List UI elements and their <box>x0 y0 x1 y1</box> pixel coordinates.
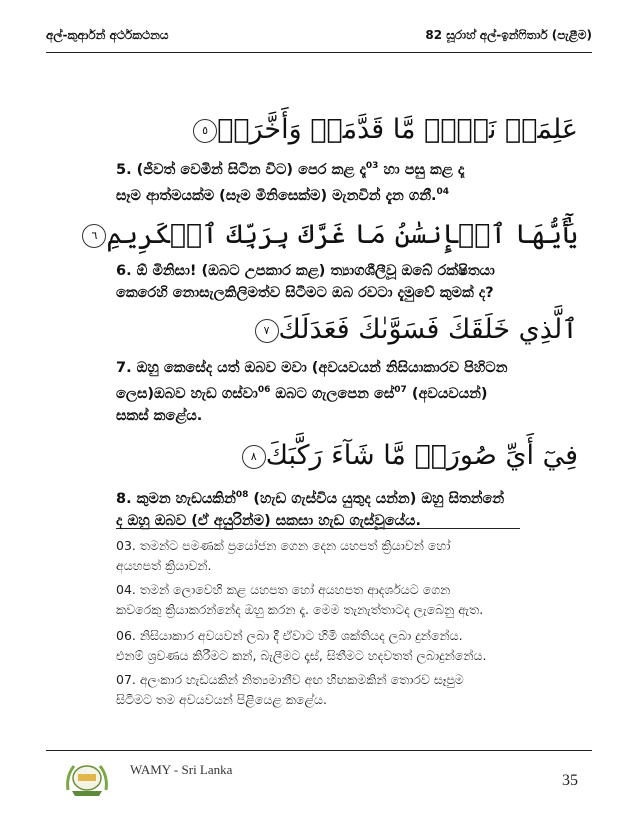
footnote-ref: 07 <box>394 385 407 395</box>
header-divider <box>46 52 592 53</box>
footnote-07: 07. අලංකාර හැඩයකින් නිත්‍යමානීව අඟ හිඟකමකින් තොරව සෑපුම සිටීමට තම අවයවයන් පිළියෙළ කළේය. <box>116 672 464 707</box>
footer-organization: WAMY - Sri Lanka <box>130 762 233 777</box>
verse-line: 8. කුමන හැඩයකින්$^{08}$ (හැඩ ගැස්විය යුතුද යන්න) ඔහු සිතන්නේ <box>116 490 505 507</box>
arabic-verse-7 <box>60 310 578 350</box>
arabic-verse-6 <box>60 215 578 255</box>
ayah-number-marker: ٥ <box>193 119 217 143</box>
verse-6-translation <box>116 260 520 304</box>
verse-line: සෑම ආත්මයක්ම (සෑම මිනිසෙක්ම) මැනවින් දැන ගනී.$^{04}$ <box>116 186 450 204</box>
ayah-number-marker: ٧ <box>255 319 279 343</box>
verse-line: කෙරෙහි නොසැලකිලිමත්ව සිටීමට ඔබ රවටා දැමුවේ කුමක් ද? <box>116 285 494 301</box>
page-number: 35 <box>562 772 578 789</box>
verse-line: 6. ඕ මිනිසා! (ඔබට උපකාර කළ) ත්‍යාගශීලීවූ ඔබේ රක්ෂිතයා <box>116 263 495 279</box>
verse-line: ද ඔහු ඔබව (ඒ අයුරින්ම) සකසා හැඩ ගැස්වූයේය. <box>116 512 421 529</box>
wamy-logo <box>60 758 114 798</box>
ayah-number-marker: ٦ <box>82 224 106 248</box>
footer-divider <box>46 750 592 751</box>
arabic-verse-5 <box>60 110 578 150</box>
footnote-ref: 06 <box>257 385 271 395</box>
arabic-verse-7-text: ٱلَّذِي خَلَقَكَ فَسَوَّىٰكَ فَعَدَلَكَ <box>278 314 578 345</box>
running-header-book-title: අල්-කුර්ආන් අර්ථකථනය <box>46 28 169 42</box>
arabic-verse-8-text: فِيٓ أَيِّ صُورَةٖ مَّا شَآءَ رَكَّبَكَ <box>265 440 578 471</box>
verse-5-translation <box>116 155 520 207</box>
arabic-verse-5-text: عَلِمَتۡ نَفۡسٞ مَّا قَدَّمَتۡ وَأَخَّرَتۡ <box>217 114 578 145</box>
verse-line: ලෙස)ඔබව හැඩ ගස්වා$^{06}$ ඔබට ගැලපෙන සේ$^{07}$ (අවයවයන්) <box>116 385 488 402</box>
arabic-verse-8 <box>60 436 578 476</box>
verse-line: 7. ඔහු කෙසේද යත් ඔබව මවා (අවයවයන් නිසියාකාරව පිහිටන <box>116 360 508 376</box>
verse-7-translation <box>116 357 520 427</box>
verse-line: සකස් කළේය. <box>116 407 203 424</box>
footnote-03: 03. තමන්ට පමණක් ප්‍රයෝජන ගෙන දෙන යහපත් ක්‍රියාවන් හෝ අයහපත් ක්‍රියාවන්. <box>116 538 451 573</box>
footnote-ref: 04 <box>436 186 450 197</box>
running-header-surah-title: 82 සූරාහ් අල්-ඉන්ෆිතාර් (පැළීම) <box>425 28 592 42</box>
verse-line: 5. (ජීවත් වෙමින් සිටින විට) පෙර කළ දෑ$^{03}$ හා පසු කළ දෑ <box>116 161 465 178</box>
footnote-06: 06. නිසියාකාර අවයවන් ලබා දී ඒවාට හිමි ශක්තියද ලබා දුන්නේය. එනම් ශ්‍රවණය කිරීමට කන්, බැලීමට දෑස්, සිතීමට හදවතත් ලබාදුන්නේය. <box>116 628 487 663</box>
footnote-divider <box>116 528 520 529</box>
footnote-04: 04. තමන් ලොවෙහි කළ යහපත හෝ අයහපත ආදර්ශයට ගෙන කවරෙකු ක්‍රියාකරන්නේද ඔහු කරන දෑ. මෙම තැනැත්තාටද ලැබෙනු ඇත. <box>116 582 484 617</box>
arabic-verse-6-text: يَٰٓأَيُّهَا ٱلۡإِنسَٰنُ مَا غَرَّكَ بِرَبِّكَ ٱلۡكَرِيمِ <box>106 219 578 250</box>
verse-8-translation <box>116 484 520 532</box>
footnote-ref: 08 <box>235 490 249 500</box>
footnote-ref: 03 <box>365 161 379 171</box>
ayah-number-marker: ٨ <box>242 445 266 469</box>
